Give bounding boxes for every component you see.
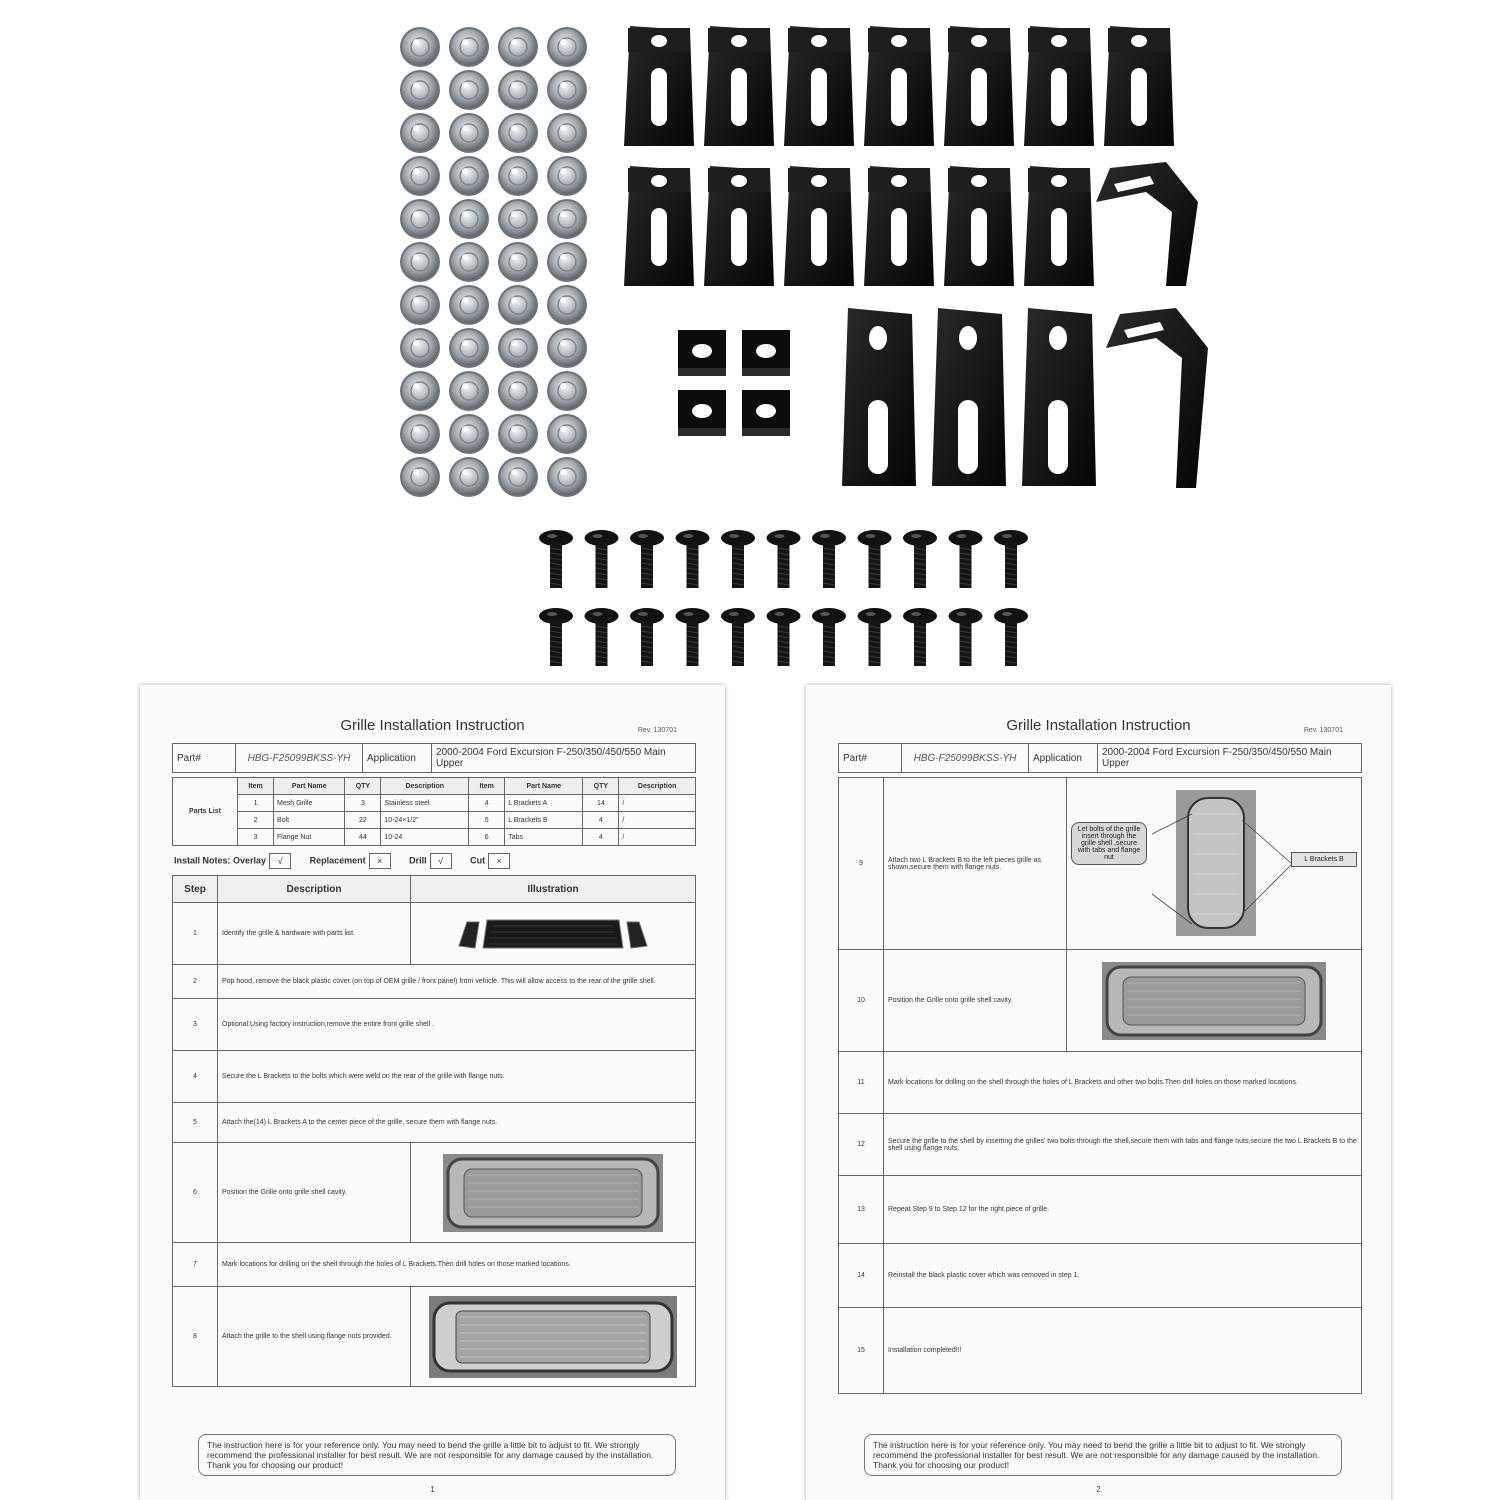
step-description: Reinstall the black plastic cover which was removed in step 1. xyxy=(884,1244,1362,1308)
parts-cell: 14 xyxy=(583,795,619,812)
l-bracket xyxy=(864,26,934,146)
parts-list-table xyxy=(172,777,696,846)
parts-cell: Stainless steel xyxy=(381,795,469,812)
bolt-callout: Let bolts of the grille insert through the grille shell ,secure with tabs and flange nut xyxy=(1071,822,1147,865)
parts-cell: 4 xyxy=(583,812,619,829)
description-header: Description xyxy=(218,876,411,903)
l-bracket-c xyxy=(842,308,916,486)
parts-header-description: Description xyxy=(619,778,696,795)
l-bracket-c xyxy=(1022,308,1096,486)
instruction-sheet-page-1 xyxy=(140,685,725,1500)
step-row xyxy=(173,903,696,965)
parts-header-part-name: Part Name xyxy=(505,778,583,795)
flange-nut xyxy=(449,70,489,110)
l-bracket xyxy=(624,166,694,286)
application-value: 2000-2004 Ford Excursion F-250/350/450/550 Main Upper xyxy=(432,744,696,773)
flange-nut xyxy=(400,242,440,282)
flange-nut xyxy=(449,414,489,454)
l-bracket xyxy=(784,166,854,286)
flange-nut xyxy=(547,156,587,196)
step-row xyxy=(173,1051,696,1103)
overlay-label: Overlay xyxy=(233,855,267,866)
step-row xyxy=(173,1143,696,1243)
parts-row xyxy=(173,812,696,829)
page-number: 2 xyxy=(1096,1485,1101,1494)
flange-nut xyxy=(547,285,587,325)
replacement-label: Replacement xyxy=(309,855,366,866)
overlay-checkbox: √ xyxy=(269,853,291,869)
part-number: HBG-F25099BKSS-YH xyxy=(902,744,1029,773)
l-bracket-b xyxy=(1106,308,1208,488)
parts-cell: / xyxy=(619,812,696,829)
bolt xyxy=(630,530,664,588)
parts-cell: 6 xyxy=(469,829,505,846)
bolt xyxy=(994,530,1028,588)
parts-header-item: Item xyxy=(469,778,505,795)
step-number: 1 xyxy=(173,903,218,965)
step-row xyxy=(173,1243,696,1287)
bolt xyxy=(903,530,937,588)
flange-nut xyxy=(449,156,489,196)
step-illustration xyxy=(411,903,696,965)
document-title: Grille Installation Instruction xyxy=(340,717,525,734)
parts-cell: L Brackets B xyxy=(505,812,583,829)
step-description: Attach the grille to the shell using flange nuts provided. xyxy=(218,1287,411,1387)
parts-cell: 3 xyxy=(345,795,381,812)
bolt xyxy=(721,530,755,588)
steps-table xyxy=(838,777,1362,1394)
bolt xyxy=(721,608,755,666)
step-number: 11 xyxy=(839,1052,884,1114)
step-row xyxy=(173,1287,696,1387)
step-number: 8 xyxy=(173,1287,218,1387)
step-description: Secure the L Brackets to the bolts which were weld on the rear of the grille with flange nuts. xyxy=(218,1051,696,1103)
cut-label: Cut xyxy=(470,855,486,866)
step-description: Pop hood, remove the black plastic cover (on top of OEM grille / front panel) from vehicle. This will allow access to the rear of the grille shell. xyxy=(218,965,696,999)
flange-nut xyxy=(449,199,489,239)
l-bracket xyxy=(704,26,774,146)
flange-nut xyxy=(498,328,538,368)
l-bracket xyxy=(624,26,694,146)
part-label: Part# xyxy=(839,744,902,773)
l-bracket xyxy=(1104,26,1174,146)
bolt xyxy=(858,608,892,666)
parts-cell: 5 xyxy=(469,812,505,829)
step-row xyxy=(839,950,1362,1052)
flange-nut xyxy=(547,328,587,368)
flange-nut xyxy=(498,242,538,282)
document-title: Grille Installation Instruction xyxy=(1006,717,1191,734)
step-number: 4 xyxy=(173,1051,218,1103)
bolt xyxy=(630,608,664,666)
illustration-header: Illustration xyxy=(411,876,696,903)
flange-nut xyxy=(400,27,440,67)
flange-nut xyxy=(400,156,440,196)
bolt xyxy=(949,608,983,666)
parts-row xyxy=(173,829,696,846)
flange-nut xyxy=(400,328,440,368)
step-illustration xyxy=(411,1143,696,1243)
bolt xyxy=(539,530,573,588)
flange-nut xyxy=(547,27,587,67)
l-bracket-b xyxy=(1096,162,1198,286)
flange-nut xyxy=(498,414,538,454)
parts-cell: 44 xyxy=(345,829,381,846)
step-description: Mark locations for drilling on the shell through the holes of L Brackets.Then drill holes on those marked locations. xyxy=(218,1243,696,1287)
parts-row xyxy=(173,795,696,812)
bolt xyxy=(585,608,619,666)
step-number: 12 xyxy=(839,1114,884,1176)
flange-nut xyxy=(498,70,538,110)
flange-nut xyxy=(449,27,489,67)
parts-header-description: Description xyxy=(381,778,469,795)
install-notes-label: Install Notes: xyxy=(174,855,231,866)
step-illustration xyxy=(411,1287,696,1387)
parts-header-qty: QTY xyxy=(583,778,619,795)
bolt xyxy=(539,608,573,666)
step-number: 2 xyxy=(173,965,218,999)
bolt xyxy=(994,608,1028,666)
bolts xyxy=(539,530,1028,666)
step-description: Position the Grille onto grille shell cavity. xyxy=(218,1143,411,1243)
flange-nut xyxy=(498,27,538,67)
bolt xyxy=(812,530,846,588)
part-header-table xyxy=(838,743,1362,773)
tab xyxy=(742,390,790,436)
l-bracket xyxy=(1024,26,1094,146)
bolt xyxy=(767,608,801,666)
parts-cell: / xyxy=(619,795,696,812)
flange-nut xyxy=(400,199,440,239)
replacement-checkbox: × xyxy=(369,853,391,869)
parts-cell: Tabs xyxy=(505,829,583,846)
flange-nut xyxy=(498,371,538,411)
step-row xyxy=(839,1052,1362,1114)
flange-nut xyxy=(498,199,538,239)
step-row xyxy=(839,1176,1362,1244)
flange-nut xyxy=(547,242,587,282)
flange-nut xyxy=(449,285,489,325)
step-row xyxy=(839,1114,1362,1176)
step-illustration xyxy=(1067,950,1362,1052)
parts-cell: 10-24 xyxy=(381,829,469,846)
step-description: Optional:Using factory instruction,remove the entire front grille shell . xyxy=(218,999,696,1051)
flange-nut xyxy=(400,113,440,153)
flange-nut xyxy=(498,285,538,325)
step-number: 3 xyxy=(173,999,218,1051)
bolt xyxy=(949,530,983,588)
flange-nuts xyxy=(400,27,587,497)
step-illustration xyxy=(1067,778,1362,950)
disclaimer-box: The instruction here is for your reference only. You may need to bend the grille a little bit to adjust to fit. We strongly recommend the professional installer for best result. We are not responsible for any damage caused by the installation. Thank you for choosing our product! xyxy=(864,1434,1342,1476)
parts-cell: Bolt xyxy=(274,812,345,829)
parts-cell: Mesh Grille xyxy=(274,795,345,812)
step-description: Identify the grille & hardware with parts list. xyxy=(218,903,411,965)
step-row xyxy=(839,778,1362,950)
step-description: Attach the(14) L Brackets A to the center piece of the grille, secure them with flange nuts. xyxy=(218,1103,696,1143)
step-row xyxy=(173,1103,696,1143)
grille-three-piece-image xyxy=(453,912,653,956)
grille-attached-image xyxy=(428,1295,678,1379)
flange-nut xyxy=(547,371,587,411)
parts-list-label: Parts List xyxy=(173,778,238,846)
step-number: 13 xyxy=(839,1176,884,1244)
step-number: 10 xyxy=(839,950,884,1052)
l-bracket xyxy=(784,26,854,146)
disclaimer-box: The instruction here is for your reference only. You may need to bend the grille a little bit to adjust to fit. We strongly recommend the professional installer for best result. We are not responsible for any damage caused by the installation. Thank you for choosing our product! xyxy=(198,1434,676,1476)
tab xyxy=(742,330,790,376)
flange-nut xyxy=(547,457,587,497)
l-bracket xyxy=(944,166,1014,286)
tabs xyxy=(678,330,790,436)
part-label: Part# xyxy=(173,744,236,773)
step-description: Repeat Step 9 to Step 12 for the right piece of grille. xyxy=(884,1176,1362,1244)
flange-nut xyxy=(400,414,440,454)
revision-label: Rev. 130701 xyxy=(637,727,677,734)
flange-nut xyxy=(400,457,440,497)
flange-nut xyxy=(498,156,538,196)
step-description: Attach two L Brackets B to the left pieces grille as shown,secure them with flange nuts. xyxy=(884,778,1067,950)
flange-nut xyxy=(547,414,587,454)
parts-cell: 3 xyxy=(238,829,274,846)
application-label: Application xyxy=(363,744,432,773)
parts-cell: 2 xyxy=(238,812,274,829)
flange-nut xyxy=(449,457,489,497)
l-bracket xyxy=(944,26,1014,146)
drill-checkbox: √ xyxy=(430,853,452,869)
install-notes xyxy=(174,853,694,869)
parts-cell: / xyxy=(619,829,696,846)
instruction-sheet-page-2 xyxy=(806,685,1391,1500)
parts-header-qty: QTY xyxy=(345,778,381,795)
cut-checkbox: × xyxy=(488,853,510,869)
step-description: Secure the grille to the shell by inserting the grilles' two bolts through the shell,secure them with tabs and flange nuts,secure the two L Brackets B to the shell using flange nuts. xyxy=(884,1114,1362,1176)
parts-cell: 1 xyxy=(238,795,274,812)
flange-nut xyxy=(449,371,489,411)
parts-cell: 10-24×1/2" xyxy=(381,812,469,829)
flange-nut xyxy=(449,242,489,282)
parts-cell: 4 xyxy=(583,829,619,846)
parts-cell: L Brackets A xyxy=(505,795,583,812)
grille-in-shell-image xyxy=(442,1153,664,1233)
bolt xyxy=(676,530,710,588)
grille-in-shell-image xyxy=(1101,961,1327,1041)
flange-nut xyxy=(498,113,538,153)
parts-header-item: Item xyxy=(238,778,274,795)
part-number: HBG-F25099BKSS-YH xyxy=(236,744,363,773)
flange-nut xyxy=(547,199,587,239)
step-row xyxy=(839,1244,1362,1308)
bolt xyxy=(858,530,892,588)
flange-nut xyxy=(498,457,538,497)
parts-header-part-name: Part Name xyxy=(274,778,345,795)
steps-table xyxy=(172,875,696,1387)
l-bracket xyxy=(864,166,934,286)
parts-cell: 22 xyxy=(345,812,381,829)
flange-nut xyxy=(449,328,489,368)
flange-nut xyxy=(400,70,440,110)
bolt xyxy=(812,608,846,666)
step-number: 9 xyxy=(839,778,884,950)
step-number: 5 xyxy=(173,1103,218,1143)
l-bracket-c xyxy=(932,308,1006,486)
tab xyxy=(678,330,726,376)
step-row xyxy=(839,1308,1362,1394)
flange-nut xyxy=(400,371,440,411)
bracket-b-callout: L Brackets B xyxy=(1291,852,1357,867)
step-header: Step xyxy=(173,876,218,903)
revision-label: Rev. 130701 xyxy=(1303,727,1343,734)
drill-label: Drill xyxy=(409,855,427,866)
flange-nut xyxy=(400,285,440,325)
page-number: 1 xyxy=(430,1485,435,1494)
hardware-parts-photo xyxy=(0,0,1500,680)
application-value: 2000-2004 Ford Excursion F-250/350/450/550 Main Upper xyxy=(1098,744,1362,773)
step-number: 15 xyxy=(839,1308,884,1394)
step-number: 7 xyxy=(173,1243,218,1287)
bolt xyxy=(903,608,937,666)
l-bracket xyxy=(1024,166,1094,286)
tab xyxy=(678,390,726,436)
flange-nut xyxy=(449,113,489,153)
bolt xyxy=(676,608,710,666)
flange-nut xyxy=(547,113,587,153)
application-label: Application xyxy=(1029,744,1098,773)
parts-cell: 4 xyxy=(469,795,505,812)
step-number: 6 xyxy=(173,1143,218,1243)
part-header-table xyxy=(172,743,696,773)
step-description: Position the Grille onto grille shell cavity. xyxy=(884,950,1067,1052)
bolt xyxy=(585,530,619,588)
step-row xyxy=(173,999,696,1051)
l-bracket xyxy=(704,166,774,286)
step-row xyxy=(173,965,696,999)
parts-cell: Flange Nut xyxy=(274,829,345,846)
step-number: 14 xyxy=(839,1244,884,1308)
bolt xyxy=(767,530,801,588)
step-description: Installation completed!!! xyxy=(884,1308,1362,1394)
flange-nut xyxy=(547,70,587,110)
step-description: Mark locations for drilling on the shell through the holes of L Brackets and other two bolts.Then drill holes on those marked locations. xyxy=(884,1052,1362,1114)
